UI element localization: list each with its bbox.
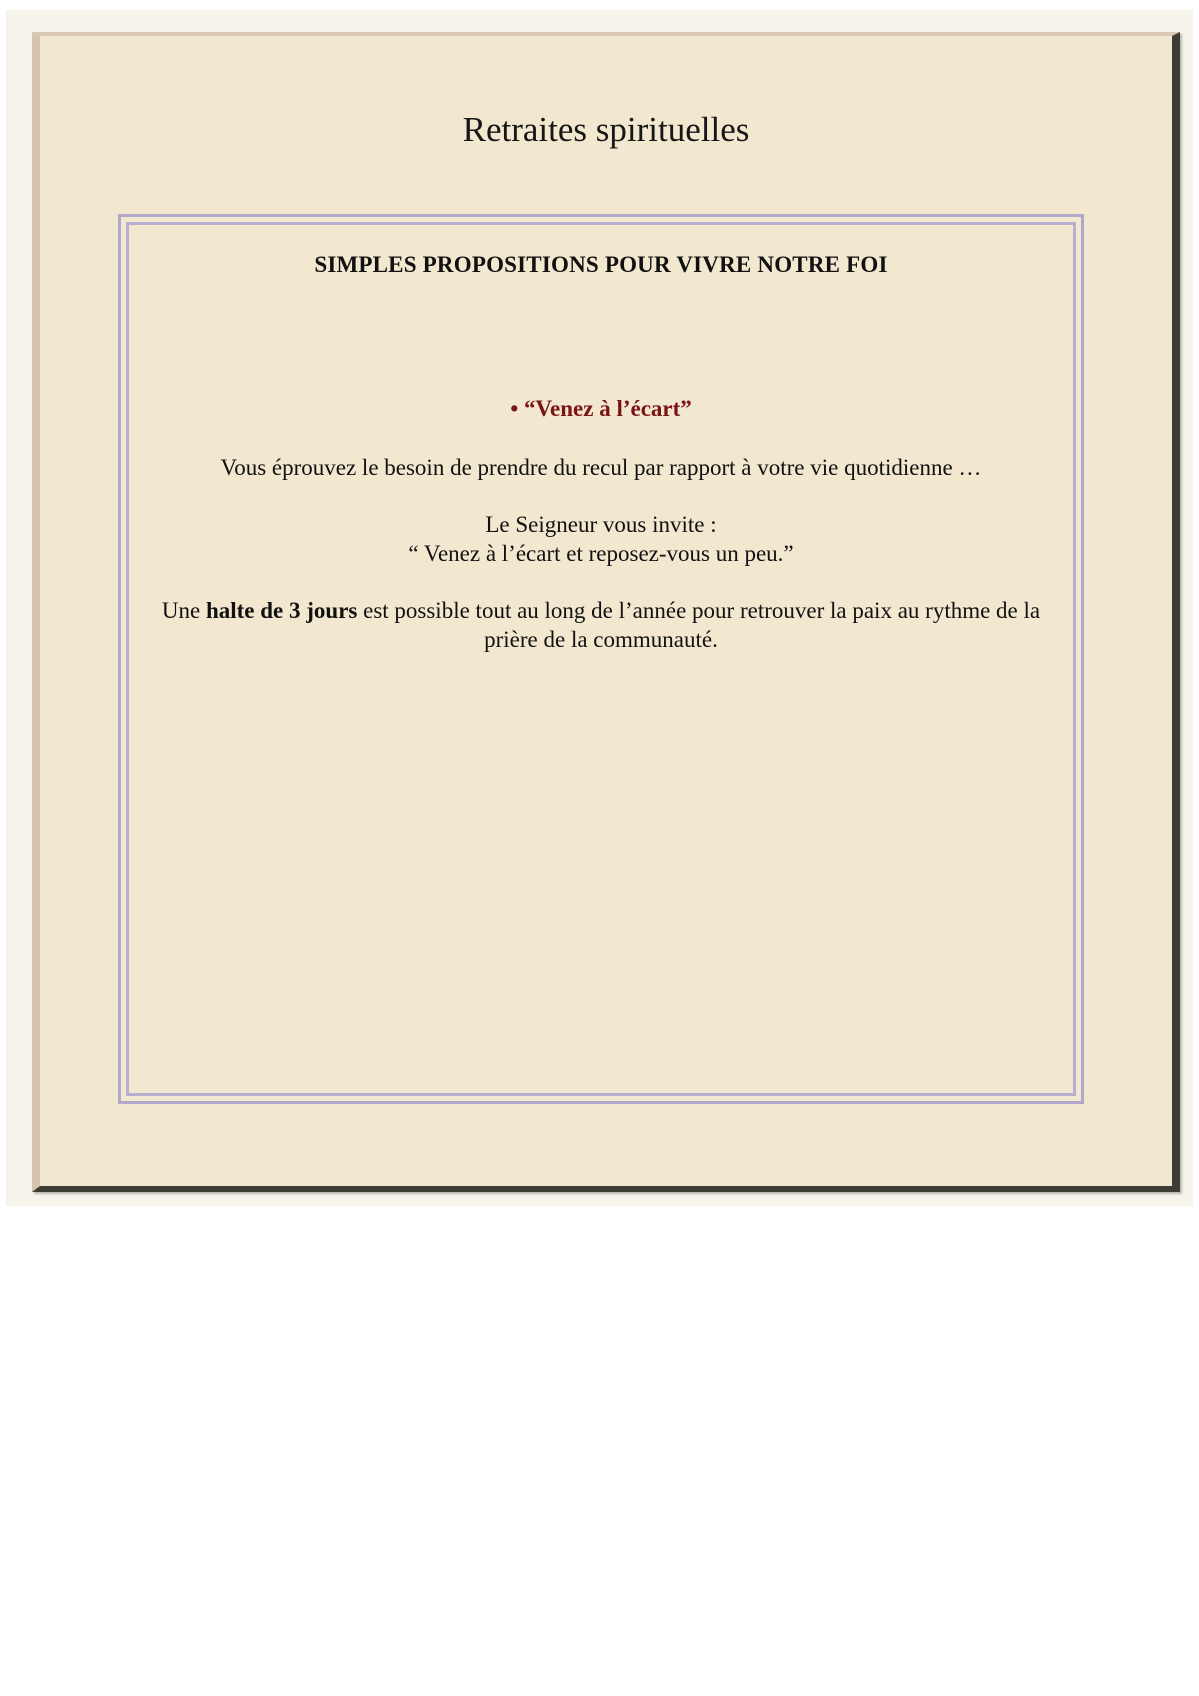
page-title: Retraites spirituelles xyxy=(462,110,750,149)
main-frame xyxy=(32,32,1180,1192)
bullet-text: “Venez à l’écart” xyxy=(524,396,692,421)
paragraph-1: Vous éprouvez le besoin de prendre du recul par rapport à votre vie quotidienne … xyxy=(220,455,982,480)
bullet-title xyxy=(133,396,1069,422)
bullet-icon: • xyxy=(510,396,519,421)
paragraph-2-line-1: Le Seigneur vous invite : xyxy=(485,512,717,537)
paragraph-2 xyxy=(133,510,1069,568)
section-heading: SIMPLES PROPOSITIONS POUR VIVRE NOTRE FOI xyxy=(314,252,888,277)
content-box xyxy=(118,214,1084,1104)
paragraph-3 xyxy=(133,596,1069,654)
paragraph-3-suffix: est possible tout au long de l’année pour retrouver la paix au rythme de la prière de la communauté. xyxy=(363,598,1041,652)
outer-panel xyxy=(6,10,1193,1206)
paragraph-2-line-2: “ Venez à l’écart et reposez-vous un peu.” xyxy=(408,541,794,566)
content-inner xyxy=(133,229,1069,1089)
paragraph-3-bold: halte de 3 jours xyxy=(205,598,358,623)
paragraph-3-prefix: Une xyxy=(161,598,201,623)
